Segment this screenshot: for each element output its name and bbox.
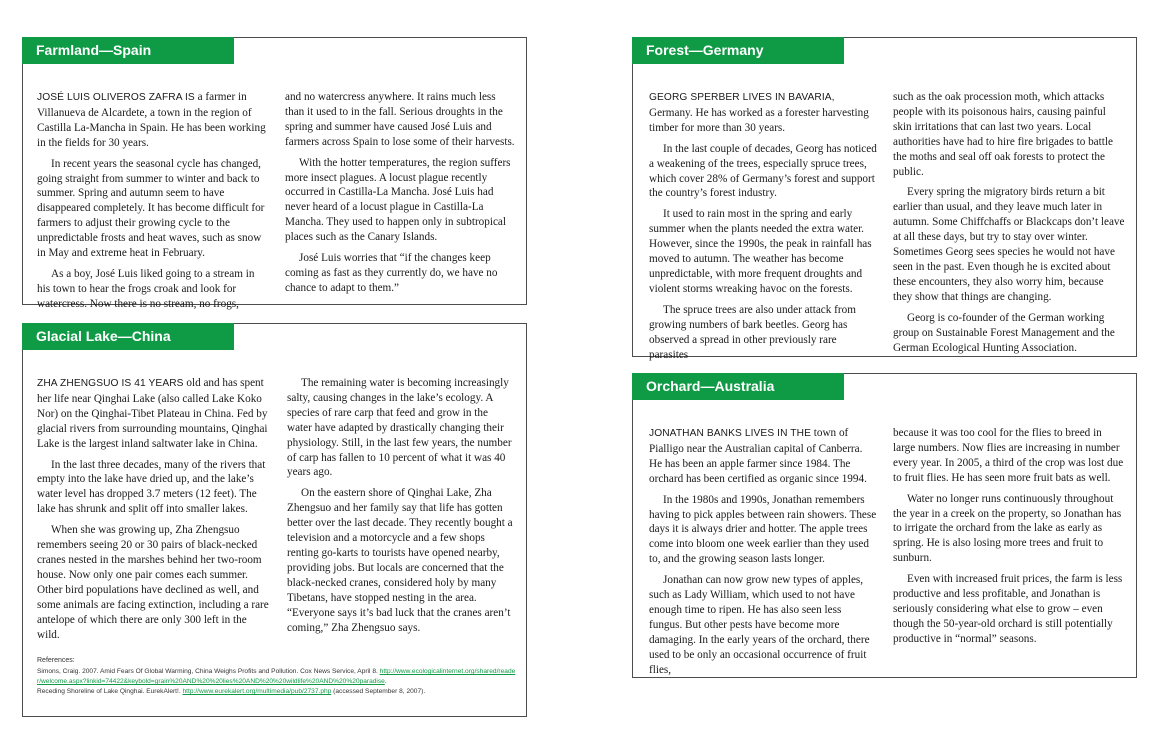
forest-paragraph: Georg is co-founder of the German working group on Sustainable Forest Management and the German Ecological Hunting Association.: [893, 311, 1115, 354]
glacial-lake-china-panel: [22, 323, 527, 717]
glacial-column-2: [287, 376, 515, 648]
orchard-australia-panel: [632, 373, 1137, 678]
orchard-paragraph: Even with increased fruit prices, the farm is less productive and less profitable, and Jonathan is seriously considering what else to grow – even though the 50-year-old orchard is still potentially productive in “normal” seasons.: [893, 573, 1123, 645]
orchard-paragraph: Jonathan can now grow new types of apples, such as Lady William, which used to not have enough time to ripen. He has also seen less fungus. But other pests have become more damaging. In the early years of the orchard, there used to be only an occasional occurrence of fruit flies,: [649, 574, 870, 676]
panel-title-farmland: Farmland—Spain: [22, 37, 234, 64]
orchard-paragraph: JONATHAN BANKS LIVES IN THE town of Pialligo near the Australian capital of Canberra. He has been an apple farmer since 1984. The orchard has been certified as organic since 1994.: [649, 427, 867, 485]
forest-paragraph: such as the oak procession moth, which attacks people with its poisonous hairs, causing painful skin irritations that can last two years. Local authorities have had to hire fire brigades to battle the moths and seal off oak forests to protect the public.: [893, 91, 1113, 178]
forest-paragraph: In the last couple of decades, Georg has noticed a weakening of the trees, especially spruce trees, which cover 28% of Germany’s forest and support the country’s forest industry.: [649, 142, 877, 200]
farmland-paragraph: In recent years the seasonal cycle has changed, going straight from summer to winter and back to summer. Spring and autumn seem to have disappeared completely. It has become difficult for farmers to adjust their growing cycle to the unpredictable frosts and heat waves, such as snow in May and extreme heat in February.: [37, 157, 265, 260]
glacial-paragraph: The remaining water is becoming increasingly salty, causing changes in the lake’s ecology. A species of rare carp that feed and grow in the water have adapted by drastically changing their physiology. Still, in the last few years, the number of carp has fallen to 10 percent of what it was 40 years ago.: [287, 377, 512, 479]
farmland-paragraph: As a boy, José Luis liked going to a stream in his town to hear the frogs croak and look for watercress. Now there is no stream, no frogs,: [37, 267, 255, 310]
reference-item: Receding Shoreline of Lake Qinghai. EurekAlert!. http://www.eurekalert.org/multimedia/pub/2737.php (accessed September 8, 2007).: [37, 688, 426, 695]
orchard-column-1: [649, 426, 877, 684]
farmland-paragraph: José Luis worries that “if the changes keep coming as fast as they currently do, we have no chance to adapt to them.”: [285, 252, 498, 294]
farmland-paragraph: With the hotter temperatures, the region suffers more insect plagues. A locust plague recently occurred in Castilla-La Mancha. José Luis had never heard of a locust plague in Castilla-La Mancha. They used to happen only in subtropical places such as the Canary Islands.: [285, 156, 511, 244]
forest-paragraph: It used to rain most in the spring and early summer when the plants needed the extra water. However, since the 1990s, the peak in rainfall has moved to autumn. The weather has become unpredictable, with more frequent droughts and violent storms wreaking havoc on the forests.: [649, 208, 872, 295]
reference-item: Simons, Craig. 2007. Amid Fears Of Global Warming, China Weighs Profits and Pollution. Cox News Service, April 8. http://www.ecologicalinternet.org/shared/reader/welcome.aspx?linkid=74422&keybold=grain%20AND%20%20lies%20AND%20%20wildlife%20AND%20%20paradise.: [37, 668, 516, 685]
lead-in: JOSÉ LUIS OLIVEROS ZAFRA IS: [37, 92, 195, 103]
glacial-paragraph: ZHA ZHENGSUO IS 41 YEARS old and has spent her life near Qinghai Lake (also called Lake Koko Nor) on the Qinghai-Tibet Plateau in China. Fed by glacial rivers from surrounding mountains, Qinghai Lake is the largest inland saltwater lake in China.: [37, 377, 268, 450]
forest-column-1: [649, 90, 877, 368]
references: [37, 656, 517, 697]
farmland-paragraph: and no watercress anywhere. It rains much less than it used to in the fall. Serious droughts in the spring and summer have caused José Luis and farmers across Spain to lose some of their harvests.: [285, 91, 515, 148]
panel-title-orchard: Orchard—Australia: [632, 373, 844, 400]
farmland-paragraph: JOSÉ LUIS OLIVEROS ZAFRA IS a farmer in Villanueva de Alcardete, a town in the region of Castilla La-Mancha in Spain. He has been working in the fields for 30 years.: [37, 91, 266, 149]
reference-link[interactable]: http://www.ecologicalinternet.org/shared/reader/welcome.aspx?linkid=74422&keybold=grain%20AND%20%20lies%20AND%20%20wildlife%20AND%20%20paradise: [37, 668, 516, 685]
forest-paragraph: The spruce trees are also under attack from growing numbers of bark beetles. Georg has observed a spread in other previously rare parasites: [649, 303, 856, 361]
orchard-column-2: [893, 426, 1125, 684]
farmland-column-2: [285, 90, 515, 318]
forest-paragraph: Every spring the migratory birds return a bit earlier than usual, and they leave much later in autumn. Some Chiffchaffs or Blackcaps don’t leave at all these days, but try to stay over winter. Sometimes Georg sees species he would not have seen in the past. Even though he is excited about these encounters, they also worry him, because they show that things are changing.: [893, 186, 1125, 303]
forest-column-2: [893, 90, 1125, 368]
forest-germany-panel: [632, 37, 1137, 361]
panel-title-forest: Forest—Germany: [632, 37, 844, 64]
glacial-paragraph: When she was growing up, Zha Zhengsuo remembers seeing 20 or 30 pairs of black-necked cranes nested in the marshes behind her two-room house. Now only one pair comes each summer. Other bird populations have declined as well, and some animals are facing extinction, including a rare antelope of which there are only 300 left in the wild.: [37, 524, 269, 641]
glacial-paragraph: On the eastern shore of Qinghai Lake, Zha Zhengsuo and her family say that life has gotten better over the last decade. They recently bought a television and a motorcycle and a few shops renting go-karts to tourists have opened nearby, providing jobs. But locals are concerned that the black-necked cranes, considered holy by many Tibetans, have stopped nesting in the area. “Everyone says it’s bad luck that the cranes aren’t coming,” Zha Zhengsuo says.: [287, 487, 513, 634]
references-title: References:: [37, 657, 75, 664]
orchard-paragraph: Water no longer runs continuously throughout the year in a creek on the property, so Jonathan has to irrigate the orchard from the lake as early as spring. He is also losing more trees and fruit to sunburn.: [893, 492, 1122, 565]
lead-in: GEORG SPERBER LIVES IN BAVARIA,: [649, 92, 835, 103]
glacial-paragraph: In the last three decades, many of the rivers that empty into the lake have dried up, and the lake’s water level has dropped 3.7 meters (12 feet). The lake has shrunk and split off into smaller lakes.: [37, 458, 266, 516]
forest-paragraph: GEORG SPERBER LIVES IN BAVARIA, Germany. He has worked as a forester harvesting timber for more than 30 years.: [649, 92, 869, 134]
farmland-column-1: [37, 90, 267, 318]
glacial-column-1: [37, 376, 269, 648]
reference-link[interactable]: http://www.eurekalert.org/multimedia/pub/2737.php: [182, 688, 332, 695]
orchard-paragraph: because it was too cool for the flies to breed in large numbers. Now flies are increasing in number every year. In 2005, a third of the crop was lost due to fruit flies. He has seen more fruit bats as well.: [893, 427, 1124, 484]
farmland-spain-panel: [22, 37, 527, 310]
orchard-paragraph: In the 1980s and 1990s, Jonathan remembers having to pick apples between rain showers. These days it is always drier and hotter. The apple trees come into bloom one week earlier than they used to, and the growing season lasts longer.: [649, 493, 877, 566]
panel-title-glacial-lake: Glacial Lake—China: [22, 323, 234, 350]
lead-in: ZHA ZHENGSUO IS 41 YEARS: [37, 378, 184, 389]
lead-in: JONATHAN BANKS LIVES IN THE: [649, 428, 811, 439]
